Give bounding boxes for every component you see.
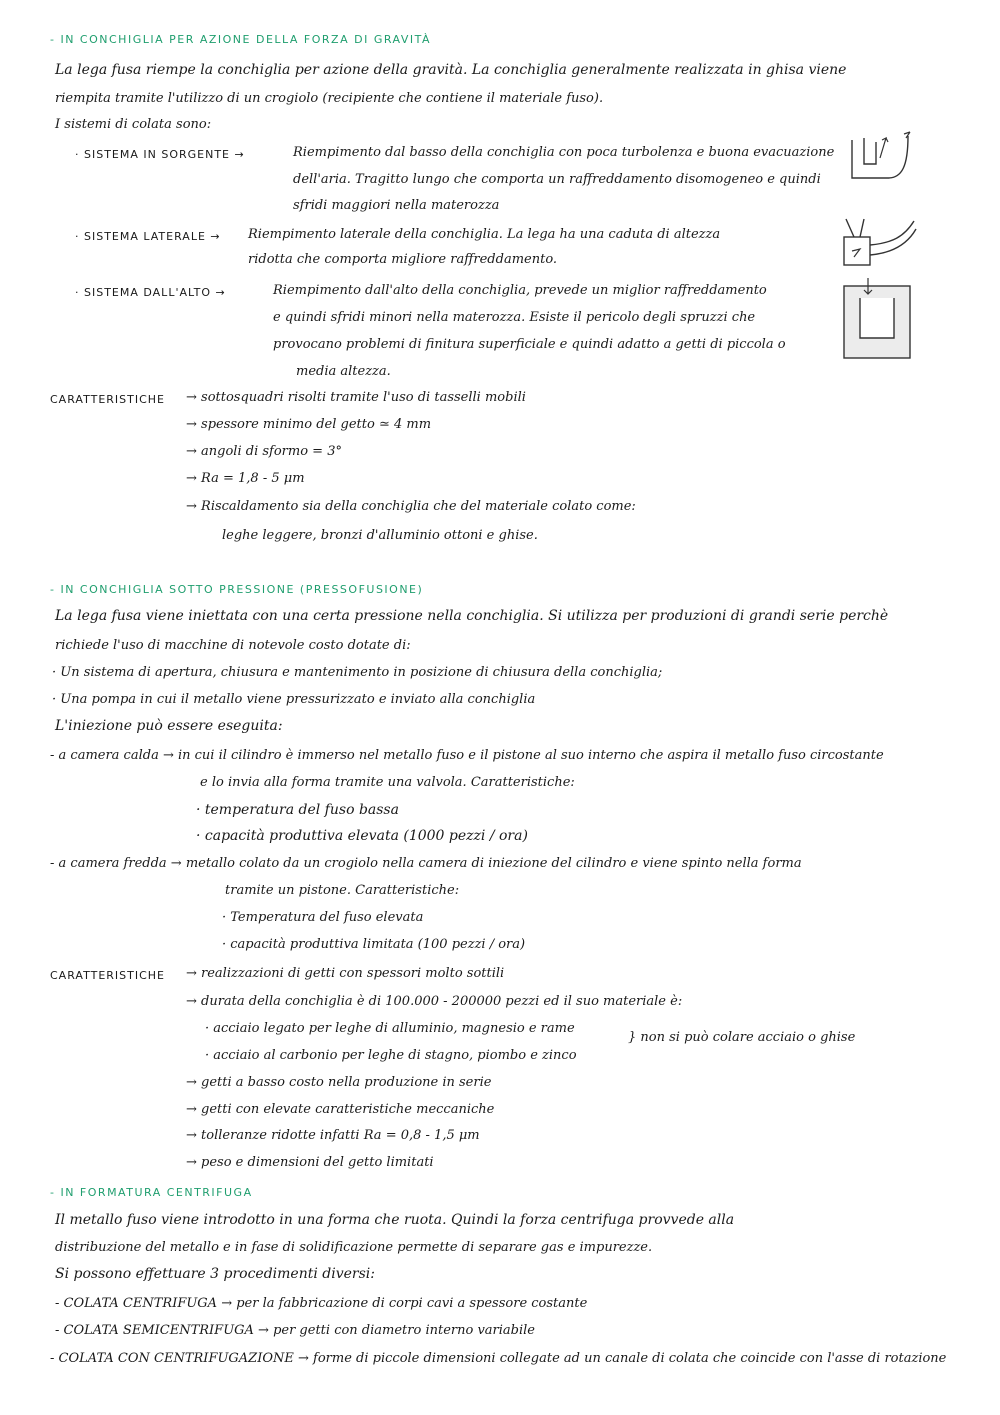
paragraph-line: La lega fusa viene iniettata con una certa pressione nella conchiglia. Si utilizza per produzioni di grandi serie perchè (55, 608, 889, 624)
feature-item: → getti a basso costo nella produzione in serie (186, 1075, 492, 1090)
bottom-filling-sketch-icon (850, 128, 914, 186)
feature-item: → spessore minimo del getto ≃ 4 mm (186, 417, 432, 432)
cold-chamber-line: - a camera fredda → metallo colato da un crogiolo nella camera di iniezione del cilindro e viene spinto nella forma (50, 856, 802, 871)
feature-item: → peso e dimensioni del getto limitati (186, 1155, 434, 1170)
feature-item: → sottosquadri risolti tramite l'uso di tasselli mobili (186, 390, 526, 405)
feature-item: → Ra = 1,8 - 5 μm (186, 471, 305, 486)
bullet-line: · Un sistema di apertura, chiusura e mantenimento in posizione di chiusura della conchiglia; (52, 665, 663, 680)
system-desc: media altezza. (296, 364, 391, 379)
section-heading-gravity: - IN CONCHIGLIA PER AZIONE DELLA FORZA DI GRAVITÀ (50, 33, 432, 46)
section-heading-die-casting: - IN CONCHIGLIA SOTTO PRESSIONE (PRESSOFUSIONE) (50, 583, 424, 596)
system-desc: Riempimento laterale della conchiglia. La lega ha una caduta di altezza (248, 227, 721, 242)
features-label-die-casting: CARATTERISTICHE (50, 969, 166, 982)
feature-item: → tolleranze ridotte infatti Ra = 0,8 - 1,5 μm (186, 1128, 480, 1143)
system-desc: dell'aria. Tragitto lungo che comporta un raffreddamento disomogeneo e quindi (293, 172, 821, 187)
system-desc: sfridi maggiori nella materozza (293, 198, 500, 213)
feature-item: leghe leggere, bronzi d'alluminio ottoni e ghise. (222, 528, 538, 543)
feature-subitem: · acciaio legato per leghe di alluminio, magnesio e rame (205, 1021, 575, 1036)
centrifugal-item: - COLATA CENTRIFUGA → per la fabbricazione di corpi cavi a spessore costante (55, 1296, 588, 1311)
system-label-side: · SISTEMA LATERALE → (75, 230, 221, 243)
bullet-line: · Una pompa in cui il metallo viene pressurizzato e inviato alla conchiglia (52, 692, 536, 707)
hot-chamber-line: · temperatura del fuso bassa (196, 802, 399, 818)
feature-note: } non si può colare acciaio o ghise (628, 1030, 856, 1045)
features-label-gravity: CARATTERISTICHE (50, 393, 166, 406)
side-filling-sketch-icon (842, 215, 918, 269)
centrifugal-item: - COLATA SEMICENTRIFUGA → per getti con diametro interno variabile (55, 1323, 535, 1338)
feature-item: → durata della conchiglia è di 100.000 - 200000 pezzi ed il suo materiale è: (186, 994, 683, 1009)
paragraph-line: I sistemi di colata sono: (55, 117, 212, 132)
paragraph-line: richiede l'uso di macchine di notevole costo dotate di: (55, 638, 411, 653)
paragraph-line: distribuzione del metallo e in fase di solidificazione permette di separare gas e impurezze. (55, 1240, 653, 1255)
feature-item: → realizzazioni di getti con spessori molto sottili (186, 966, 505, 981)
cold-chamber-line: tramite un pistone. Caratteristiche: (225, 883, 460, 898)
paragraph-line: La lega fusa riempe la conchiglia per azione della gravità. La conchiglia generalmente realizzata in ghisa viene (55, 62, 847, 78)
system-desc: Riempimento dall'alto della conchiglia, prevede un miglior raffreddamento (273, 283, 767, 298)
section-heading-centrifugal: - IN FORMATURA CENTRIFUGA (50, 1186, 253, 1199)
feature-item: → getti con elevate caratteristiche meccaniche (186, 1102, 495, 1117)
system-desc: Riempimento dal basso della conchiglia con poca turbolenza e buona evacuazione (293, 145, 835, 160)
feature-item: → angoli di sformo = 3° (186, 444, 342, 459)
system-label-top: · SISTEMA DALL'ALTO → (75, 286, 226, 299)
paragraph-line: riempita tramite l'utilizzo di un crogiolo (recipiente che contiene il materiale fuso). (55, 91, 604, 106)
cold-chamber-line: · capacità produttiva limitata (100 pezzi / ora) (222, 937, 526, 952)
feature-subitem: · acciaio al carbonio per leghe di stagno, piombo e zinco (205, 1048, 577, 1063)
feature-item: → Riscaldamento sia della conchiglia che del materiale colato come: (186, 499, 636, 514)
top-filling-sketch-icon (842, 276, 912, 360)
system-desc: provocano problemi di finitura superficiale e quindi adatto a getti di piccola o (273, 337, 786, 352)
paragraph-line: L'iniezione può essere eseguita: (55, 718, 283, 734)
paragraph-line: Il metallo fuso viene introdotto in una forma che ruota. Quindi la forza centrifuga provvede alla (55, 1212, 735, 1228)
hot-chamber-line: e lo invia alla forma tramite una valvola. Caratteristiche: (200, 775, 575, 790)
paragraph-line: Si possono effettuare 3 procedimenti diversi: (55, 1266, 375, 1282)
hot-chamber-line: · capacità produttiva elevata (1000 pezzi / ora) (196, 828, 528, 844)
cold-chamber-line: · Temperatura del fuso elevata (222, 910, 424, 925)
system-desc: ridotta che comporta migliore raffreddamento. (248, 252, 558, 267)
system-desc: e quindi sfridi minori nella materozza. Esiste il pericolo degli spruzzi che (273, 310, 756, 325)
system-label-bottom: · SISTEMA IN SORGENTE → (75, 148, 245, 161)
centrifugal-item: - COLATA CON CENTRIFUGAZIONE → forme di piccole dimensioni collegate ad un canale di colata che coincide con l'asse di rotazione (50, 1351, 947, 1366)
hot-chamber-line: - a camera calda → in cui il cilindro è immerso nel metallo fuso e il pistone al suo interno che aspira il metallo fuso circostante (50, 748, 884, 763)
